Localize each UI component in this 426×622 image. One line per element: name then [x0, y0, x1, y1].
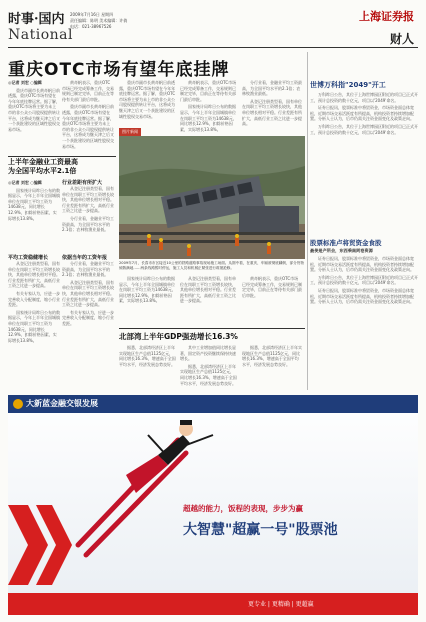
photo-tag: 图片新闻 — [119, 128, 141, 136]
sidebar-article-2 — [310, 256, 418, 390]
column-sub-2 — [62, 186, 114, 250]
news-photo — [119, 136, 305, 259]
article-paragraph: 从登记注册类型看，国有单位在岗职工平均工资增长较快，其他单位增长相对平稳。行业差距有所扩大，高低行业工资之比进一步提高。 — [242, 98, 302, 127]
sidebar-headline-1: 世博万科指"2049"开工 — [310, 81, 386, 89]
article-paragraph: 从登记注册类型看，国有单位在岗职工平均工资增长较快，其他单位增长相对平稳。行业差距有所扩大，高低行业工资之比进一步提高。 — [8, 261, 60, 289]
article-paragraph: 黄奇帆表示，重庆OTC市场已经完成筹备工作，交易规则已制定完毕，目前正在等待有关部门最后审批。 — [180, 80, 237, 102]
divider — [119, 328, 305, 329]
issue-phone: 电话：021-38967526 — [70, 24, 112, 29]
article-paragraph: 万科昨日公告，其位于上海世博园区附近的项目已正式开工，预计总投资约数十亿元，项目以'2049'命名。 — [310, 92, 418, 103]
column-4 — [180, 80, 238, 132]
article-paragraph: 从登记注册类型看，国有单位在岗职工平均工资增长较快，其他单位增长相对平稳。行业差距有所扩大，高低行业工资之比进一步提高。 — [62, 186, 114, 214]
column-gdp-3 — [242, 345, 302, 389]
column-5 — [242, 80, 302, 127]
sidebar-article-1 — [310, 92, 418, 232]
sub-headline: 上半年金融业工资最高 — [8, 158, 78, 166]
column-rule — [307, 52, 308, 390]
column-sub-1 — [8, 180, 60, 250]
section-head: 行业差距有所扩大 — [62, 180, 103, 186]
article-paragraph: 国家统计局昨日公布的数据显示，今年上半年全国城镇单位在岗职工平均工资为14638元，同比增长12.9%，扣除价格因素，实际增长13.8%。 — [8, 309, 60, 343]
column-mid-2 — [180, 276, 238, 324]
byline: ◎记者 刘宏 ○编辑 — [8, 80, 42, 85]
article-paragraph: 重庆市副市长黄奇帆日前透露，重庆OTC市场有望在今年年底挂牌运营。据了解，重庆OTC市场将主要为未上市的非公众公司股权提供转让平台，这将成为继天津之后又一个获批建设的区域性股权交易市场。 — [119, 80, 176, 119]
section-logo-en: National — [8, 27, 73, 43]
sidebar-headline-2: 股票标准卢将贸资金食股 — [310, 239, 382, 247]
ad-slogan: 超越的能力，饭程的表现，步步为赢 — [183, 504, 303, 513]
column-gdp-2 — [180, 345, 238, 389]
sidebar-subheadline: 最使是产所会，东西乘南阿卷资源 — [310, 248, 373, 253]
ad-banner-text: 大新蓝金融交银发展 — [26, 399, 98, 408]
article-paragraph: 证券日报讯，股票标准中将贸资金，市场资金面总体宽松，近期市场交易活跃度有所提高，机构投资者持续增加配置。分析人士认为，后市仍需关注资金面变化及政策走向。 — [310, 105, 414, 122]
section-name: 财人 — [389, 32, 414, 46]
article-paragraph: 分行业看，金融业平均工资最高，为全国平均水平的2.1倍；农林牧渔业最低。 — [62, 261, 114, 278]
article-paragraph: 证券日报讯，股票标准中将贸资金，市场资金面总体宽松，近期市场交易活跃度有所提高，机构投资者持续增加配置。分析人士认为，后市仍需关注资金面变化及政策走向。 — [310, 287, 414, 305]
sub-headline-2: 为全国平均水平2.1倍 — [8, 167, 77, 175]
article-paragraph: 黄奇帆表示，重庆OTC市场已经完成筹备工作，交易规则已制定完毕，目前正在等待有关部门最后审批。 — [62, 80, 114, 102]
divider — [8, 156, 116, 157]
column-gdp-1 — [119, 345, 177, 389]
article-paragraph: 重庆市副市长黄奇帆日前透露，重庆OTC市场有望在今年年底挂牌运营。据了解，重庆OTC市场将主要为未上市的非公众公司股权提供转让平台，这将成为继天津之后又一个获批建设的区域性股权交易市场。 — [8, 87, 60, 132]
column-sub-4 — [62, 261, 114, 387]
article-paragraph: 据悉，北部湾经济区上半年实现地区生产总值1125亿元，同比增长16.3%，增速高于全国平均水平，经济发展态势良好。 — [242, 345, 302, 367]
article-paragraph: 分行业看，金融业平均工资最高，为全国平均水平的2.1倍；农林牧渔业最低。 — [62, 215, 114, 233]
article-paragraph: 万科昨日公告，其位于上海世博园区附近的项目已正式开工，预计总投资约数十亿元，项目以'2049'命名。 — [310, 274, 418, 286]
gdp-headline: 北部湾上半年GDP强劲增长16.3% — [119, 332, 238, 341]
article-paragraph: 黄奇帆表示，重庆OTC市场已经完成筹备工作，交易规则已制定完毕，目前正在等待有关部门最后审批。 — [242, 276, 302, 298]
article-paragraph: 国家统计局昨日公布的数据显示，今年上半年全国城镇单位在岗职工平均工资为14638元，同比增长12.9%，扣除价格因素，实际增长13.8%。 — [180, 104, 237, 132]
column-mid-1 — [119, 276, 177, 324]
issue-info — [70, 12, 127, 30]
column-sub-3 — [8, 261, 60, 387]
article-paragraph: 分行业看，金融业平均工资最高，为全国平均水平的2.1倍；农林牧渔业最低。 — [242, 80, 302, 97]
masthead — [8, 8, 418, 48]
article-paragraph: 从登记注册类型看，国有单位在岗职工平均工资增长较快，其他单位增长相对平稳。行业差距有所扩大，高低行业工资之比进一步提高。 — [62, 279, 114, 308]
column-1 — [8, 80, 60, 150]
ad-product-title: 大智慧"超赢一号"股票池 — [183, 522, 338, 538]
article-paragraph: 据悉，北部湾经济区上半年实现地区生产总值1125亿元，同比增长16.3%，增速高于全国平均水平，经济发展态势良好。 — [180, 363, 237, 386]
article-paragraph: 国家统计局昨日公布的数据显示，今年上半年全国城镇单位在岗职工平均工资为14638元，同比增长12.9%，扣除价格因素，实际增长13.8%。 — [8, 187, 60, 221]
advertisement — [8, 395, 418, 615]
main-headline: 重庆OTC市场有望年底挂牌 — [8, 60, 230, 80]
article-paragraph: 有关专家认为，应进一步完善收入分配制度，缩小行业差距。 — [8, 290, 60, 308]
column-3 — [119, 80, 177, 124]
column-mid-3 — [242, 276, 302, 324]
section-head: 平均工资稳健增长 — [8, 255, 49, 261]
section-logo-cn: 时事·国内 — [8, 12, 65, 27]
column-2 — [62, 80, 114, 150]
article-paragraph: 万科昨日公告，其位于上海世博园区附近的项目已正式开工，预计总投资约数十亿元，项目以'2049'命名。 — [310, 123, 418, 135]
article-paragraph: 有关专家认为，应进一步完善收入分配制度，缩小行业差距。 — [62, 309, 114, 326]
article-paragraph: 证券日报讯，股票标准中将贸资金，市场资金面总体宽松，近期市场交易活跃度有所提高，机构投资者持续增加配置。分析人士认为，后市仍需关注资金面变化及政策走向。 — [310, 256, 414, 273]
article-paragraph: 据悉，北部湾经济区上半年实现地区生产总值1125亿元，同比增长16.3%，增速高于全国平均水平，经济发展态势良好。 — [119, 345, 176, 367]
article-paragraph: 其中工业增加值同比增长显著，固定资产投资继续保持快速增长。 — [180, 345, 236, 362]
issue-date: 2009年7月16日 星期四 — [70, 12, 114, 17]
paper-brand: 上海证券报 — [359, 10, 414, 23]
article-paragraph: 从登记注册类型看，国有单位在岗职工平均工资增长较快，其他单位增长相对平稳。行业差距有所扩大，高低行业工资之比进一步提高。 — [180, 276, 236, 304]
article-paragraph: 重庆市副市长黄奇帆日前透露，重庆OTC市场有望在今年年底挂牌运营。据了解，重庆OTC市场将主要为未上市的非公众公司股权提供转让平台，这将成为继天津之后又一个获批建设的区域性股权交易市场。 — [62, 104, 114, 149]
section-head: 依据当年的工资年报 — [62, 255, 108, 261]
issue-editors: 责任编辑：陈明 美术编辑：许倩 — [70, 18, 128, 23]
article-paragraph: 国家统计局昨日公布的数据显示，今年上半年全国城镇单位在岗职工平均工资为14638元，同比增长12.9%，扣除价格因素，实际增长13.8%。 — [119, 276, 176, 304]
photo-caption: 2009年7月，长春市市区接近10公里的铁路道路事故现场施工场面。从图中看，在重庆，车厢被彻底翻倒，部分货物倾散满地……两条线路暂时停运，施工人员和机械正紧张进行救援抢修。 — [119, 261, 304, 270]
ad-footer: 更专业 | 更精确 | 更超赢 — [248, 601, 314, 608]
byline: ◎记者 刘宏 ○编辑 — [8, 180, 42, 185]
